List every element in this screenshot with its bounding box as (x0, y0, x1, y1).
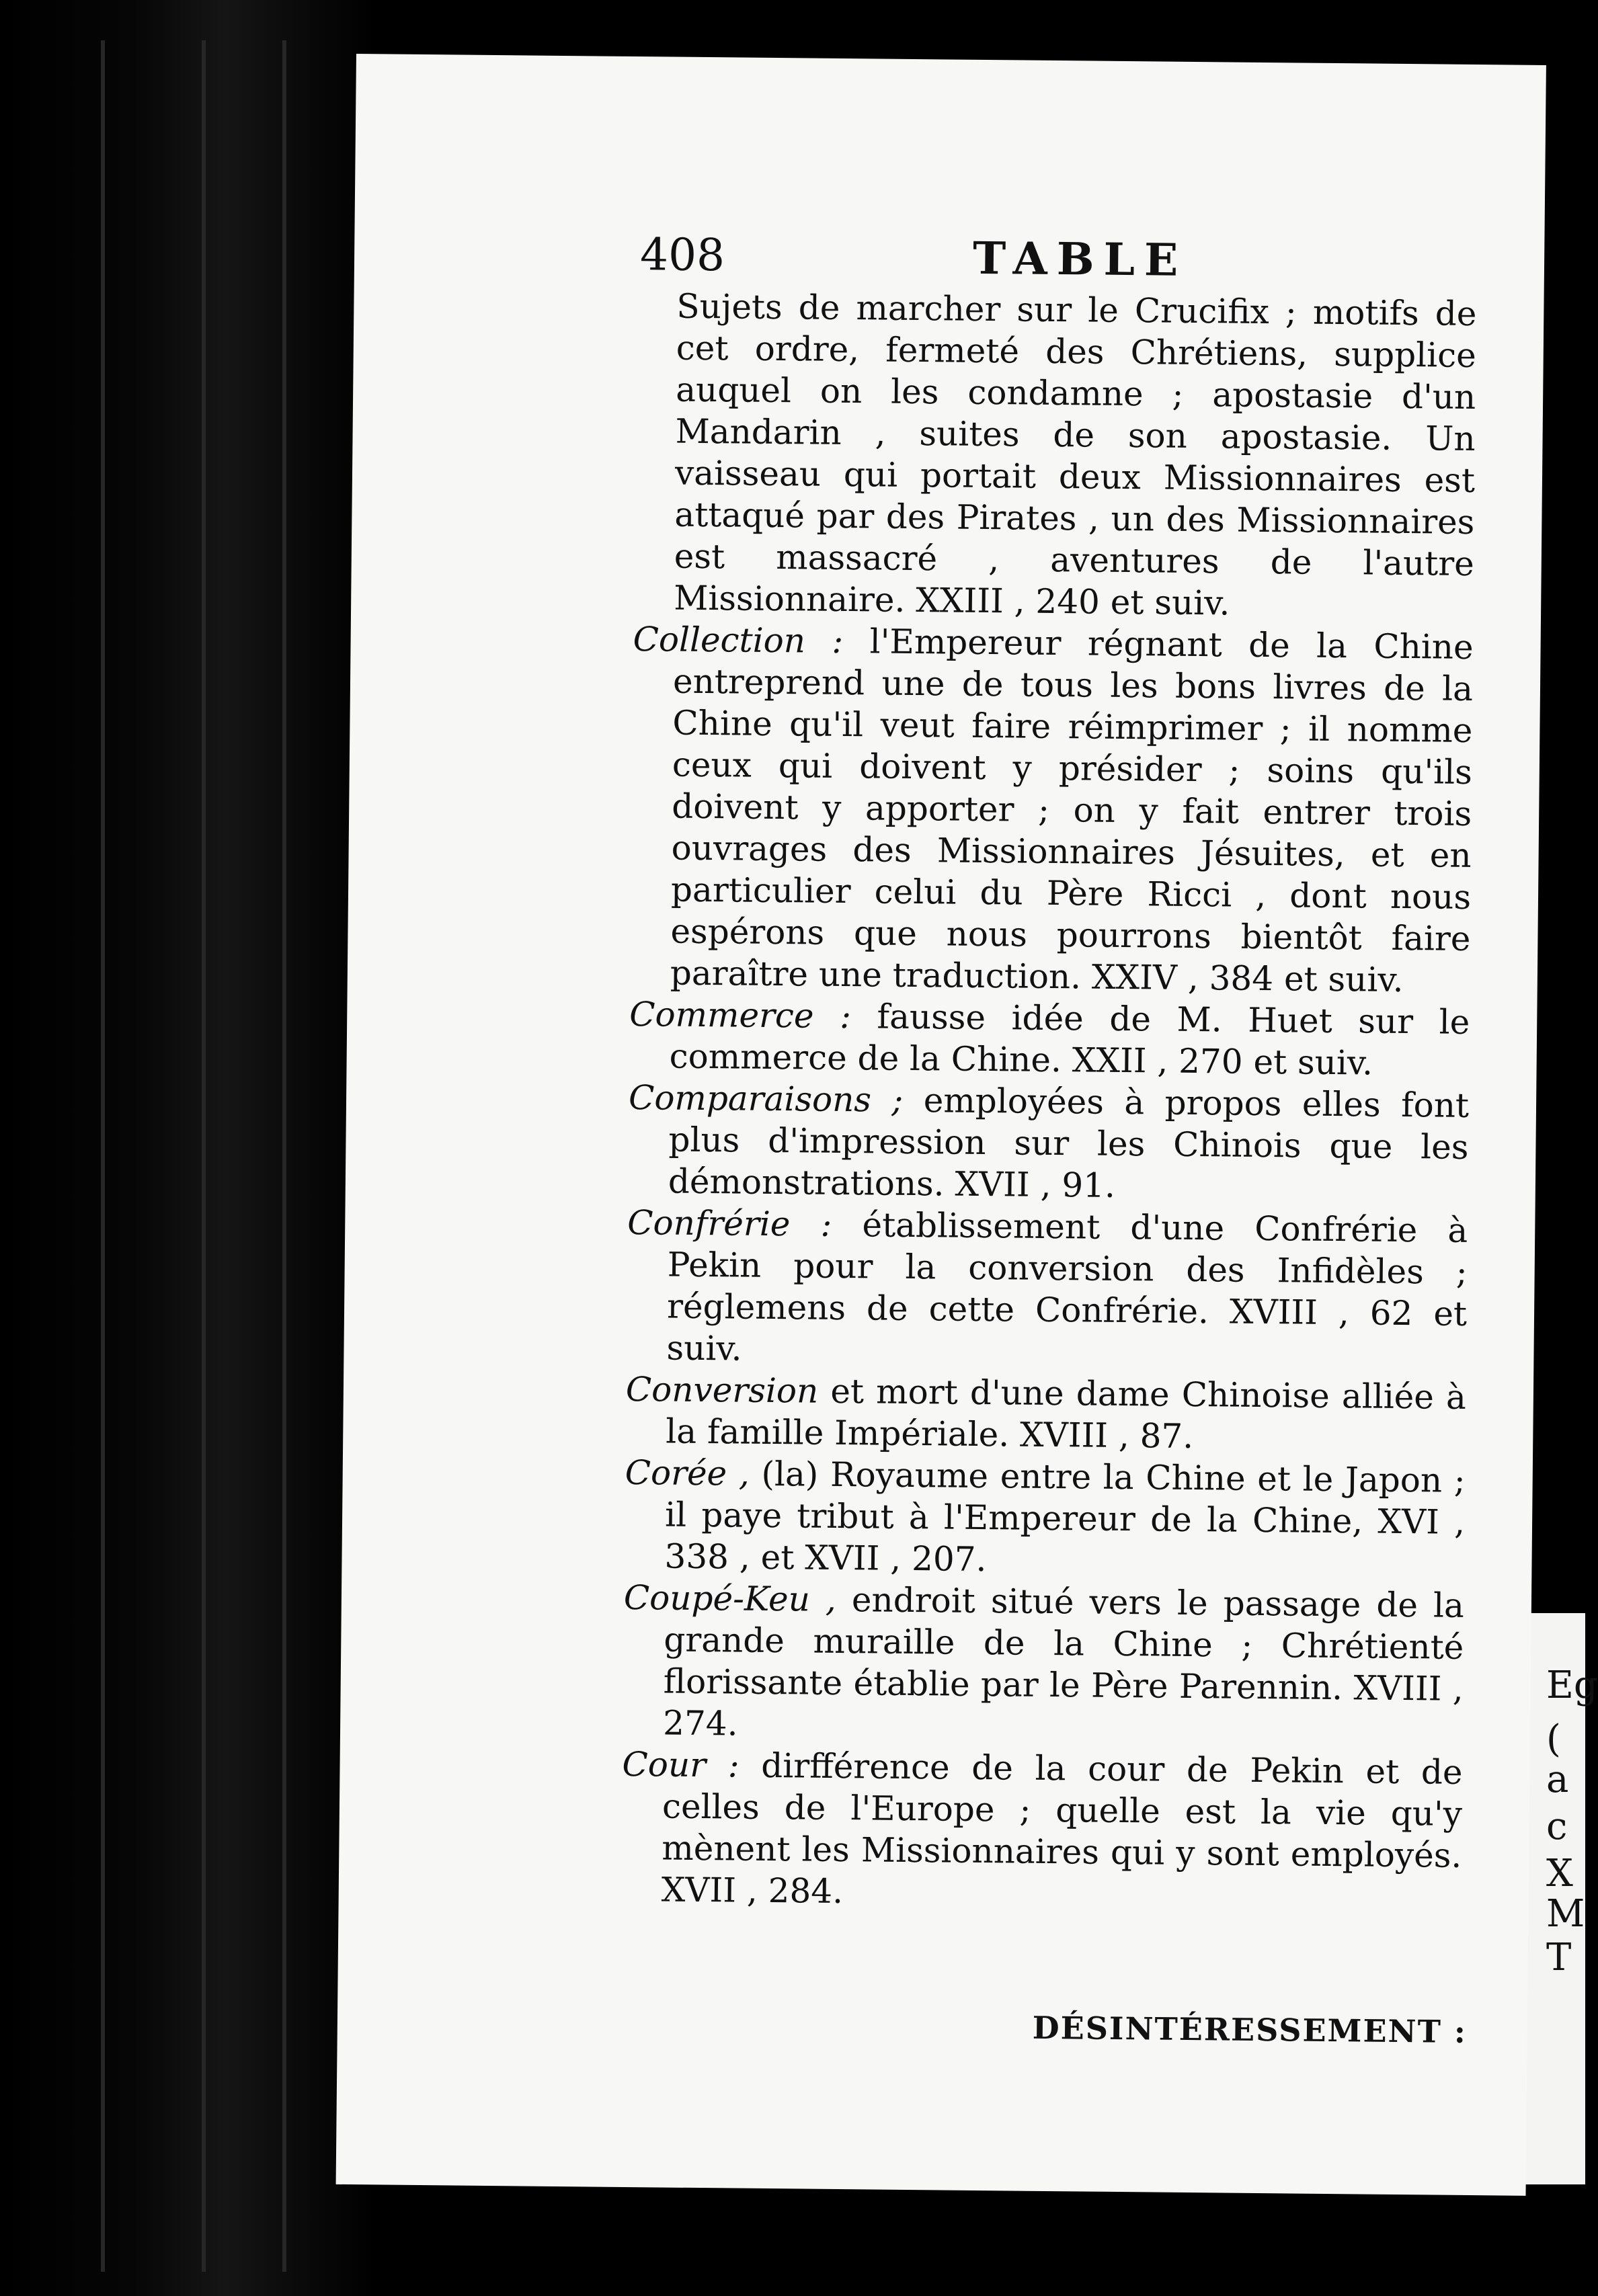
index-entries (621, 285, 1477, 1918)
facing-page-letter: X (1546, 1852, 1573, 1895)
entry-text: endroit situé vers le passage de la grande muraille de la Chine ; Chrétienté florissante établie par le Père Parennin. XVIII , 274. (662, 1580, 1465, 1744)
index-entry (623, 1577, 1464, 1752)
index-entry (626, 1202, 1468, 1377)
facing-page-letter: a (1546, 1758, 1569, 1801)
running-head: TABLE (972, 231, 1188, 286)
book-spine (0, 0, 376, 2296)
entry-term: Commerce : (629, 994, 852, 1036)
catchword: DÉSINTÉRESSEMENT : (1032, 2009, 1468, 2050)
spine-line (101, 40, 105, 2272)
page-header (354, 225, 1545, 290)
index-entry (624, 1452, 1466, 1585)
index-entry (628, 1077, 1470, 1210)
facing-page-letter: ( (1546, 1717, 1561, 1761)
entry-term: Corée , (625, 1452, 750, 1493)
entry-text: et mort d'une dame Chinoise alliée à la famille Impériale. XVIII , 87. (666, 1371, 1467, 1457)
entry-term: Confrérie : (627, 1202, 832, 1244)
index-entry (625, 1368, 1466, 1460)
entry-term: Collection : (633, 619, 844, 661)
entry-term: Cour : (622, 1744, 740, 1785)
spine-line (282, 40, 286, 2272)
index-entry (629, 993, 1470, 1085)
entry-text: l'Empereur régnant de la Chine entreprend une de tous les bons livres de la Chine qu'il veut faire réimprimer ; il nomme ceux qui doivent y présider ; soins qu'ils doivent y apporter ; on y fait entrer trois ouvrages des Missionnaires Jésuites, et en particulier celui du Père Ricci , dont nous espérons que nous pourrons bientôt faire paraître une traduction. XXIV , 384 et suiv. (670, 622, 1474, 1000)
page-number: 408 (639, 229, 725, 282)
entry-text: (la) Royaume entre la Chine et le Japon ; il paye tribut à l'Empereur de la Chine, XVI , 338 , et XVII , 207. (664, 1454, 1466, 1580)
spine-line (202, 40, 206, 2272)
book-page (336, 54, 1546, 2196)
entry-term: Coupé-Keu , (623, 1577, 837, 1619)
entry-text: Sujets de marcher sur le Crucifix ; motifs de cet ordre, fermeté des Chrétiens, supplice auquel on les condamne ; apostasie d'un Mandarin , suites de son apostasie. Un vaisseau qui portait deux Missionnaires est attaqué par des Pirates , un des Missionnaires est massacré , aventures de l'autre Missionnaire. XXIII , 240 et suiv. (673, 286, 1477, 623)
entry-term: Conversion (625, 1369, 819, 1411)
index-entry (630, 618, 1474, 1001)
entry-term: Comparaisons ; (628, 1077, 904, 1120)
entry-text: établissement d'une Confrérie à Pekin pour la conversion des Infidèles ; réglemens de cette Confrérie. XVIII , 62 et suiv. (666, 1205, 1468, 1368)
index-entry (621, 1744, 1463, 1918)
entry-text: dirfférence de la cour de Pekin et de celles de l'Europe ; quelle est la vie qu'y mènent les Missionnaires qui y sont employés. XVII , 284. (661, 1746, 1463, 1912)
facing-page-letter: c (1546, 1805, 1568, 1848)
facing-page-letter: T (1546, 1936, 1572, 1979)
entry-text: employées à propos elles font plus d'impression sur les Chinois que les démonstrations. XVII , 91. (668, 1081, 1470, 1205)
index-entry (633, 285, 1477, 626)
entry-text: fausse idée de M. Huet sur le commerce de la Chine. XXII , 270 et suiv. (669, 997, 1470, 1083)
facing-page-letter: Eg (1546, 1664, 1598, 1707)
facing-page-letter: M (1546, 1892, 1585, 1936)
